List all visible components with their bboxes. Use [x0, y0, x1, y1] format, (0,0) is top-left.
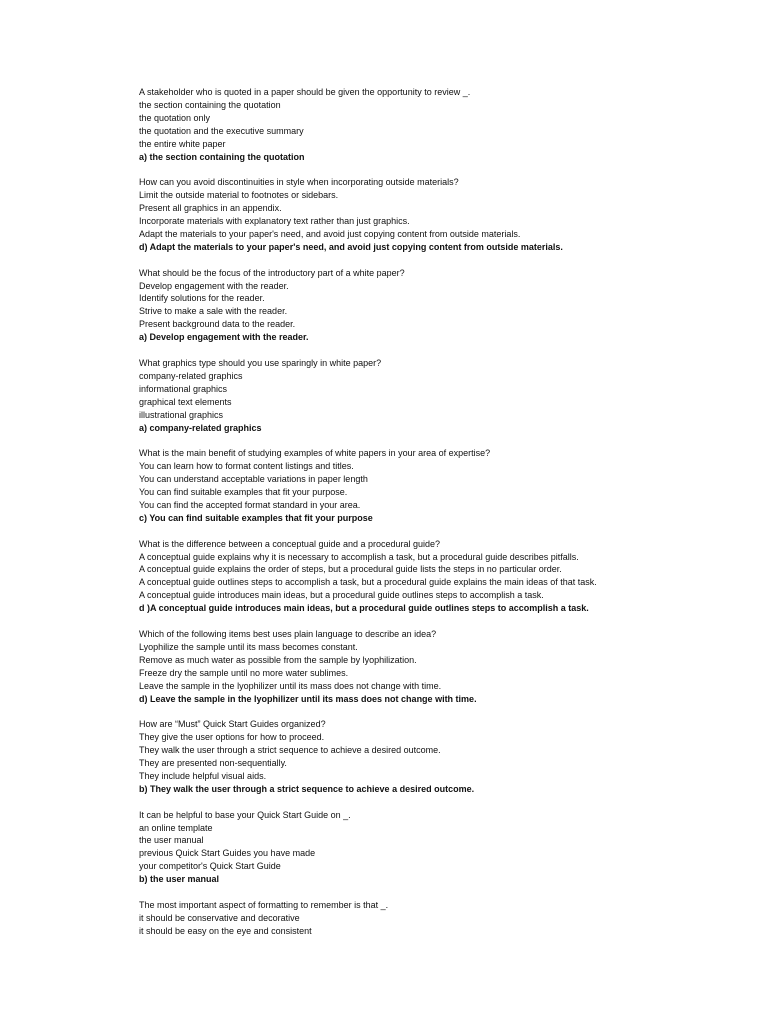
question-text: What is the main benefit of studying examples of white papers in your area of expertise?	[139, 448, 491, 459]
answer-option: Present all graphics in an appendix.	[139, 203, 282, 214]
answer-option: You can find the accepted format standard in your area.	[139, 499, 361, 510]
answer-option: Lyophilize the sample until its mass becomes constant.	[139, 641, 358, 652]
answer-option: Freeze dry the sample until no more water sublimes.	[139, 667, 349, 678]
correct-answer: a) company-related graphics	[139, 422, 262, 433]
answer-option: the entire white paper	[139, 138, 226, 149]
question-text: What is the difference between a conceptual guide and a procedural guide?	[139, 538, 441, 549]
question-text: The most important aspect of formatting to remember is that _.	[139, 899, 389, 910]
question-block	[139, 628, 739, 705]
answer-option: illustrational graphics	[139, 409, 224, 420]
answer-option: A conceptual guide introduces main ideas, but a procedural guide outlines steps to accomplish a task.	[139, 590, 544, 601]
answer-option: They include helpful visual aids.	[139, 770, 267, 781]
question-text: How can you avoid discontinuities in style when incorporating outside materials?	[139, 177, 459, 188]
correct-answer: a) the section containing the quotation	[139, 151, 305, 162]
answer-option: Limit the outside material to footnotes or sidebars.	[139, 190, 339, 201]
question-block	[139, 357, 739, 434]
answer-option: informational graphics	[139, 383, 228, 394]
answer-option: You can find suitable examples that fit your purpose.	[139, 487, 348, 498]
question-block	[139, 267, 739, 344]
question-block	[139, 176, 739, 253]
answer-option: Adapt the materials to your paper's need, and avoid just copying content from outside materials.	[139, 228, 521, 239]
answer-option: Strive to make a sale with the reader.	[139, 306, 288, 317]
answer-option: Identify solutions for the reader.	[139, 293, 265, 304]
answer-option: Incorporate materials with explanatory text rather than just graphics.	[139, 216, 410, 227]
question-text: A stakeholder who is quoted in a paper should be given the opportunity to review _.	[139, 87, 471, 97]
answer-option: graphical text elements	[139, 396, 232, 407]
answer-option: previous Quick Start Guides you have made	[139, 848, 316, 859]
answer-option: Develop engagement with the reader.	[139, 280, 289, 291]
question-text: Which of the following items best uses plain language to describe an idea?	[139, 628, 437, 639]
correct-answer: d) Adapt the materials to your paper's need, and avoid just copying content from outside materials.	[139, 241, 563, 252]
question-block	[139, 809, 739, 886]
answer-option: You can understand acceptable variations in paper length	[139, 474, 368, 485]
question-text: It can be helpful to base your Quick Start Guide on _.	[139, 809, 351, 820]
question-block	[139, 447, 739, 524]
answer-option: Leave the sample in the lyophilizer until its mass does not change with time.	[139, 680, 442, 691]
answer-option: Remove as much water as possible from the sample by lyophilization.	[139, 654, 417, 665]
answer-option: A conceptual guide explains why it is necessary to accomplish a task, but a procedural guide describes pitfalls.	[139, 551, 579, 562]
answer-option: the user manual	[139, 835, 204, 846]
answer-option: They are presented non-sequentially.	[139, 758, 287, 769]
answer-option: A conceptual guide outlines steps to accomplish a task, but a procedural guide explains the main ideas of that task.	[139, 577, 597, 588]
answer-option: the quotation and the executive summary	[139, 125, 304, 136]
answer-option: an online template	[139, 822, 213, 833]
answer-option: Present background data to the reader.	[139, 319, 296, 330]
answer-option: You can learn how to format content listings and titles.	[139, 461, 354, 472]
correct-answer: c) You can find suitable examples that fit your purpose	[139, 512, 373, 523]
answer-option: it should be easy on the eye and consistent	[139, 925, 312, 936]
question-block	[139, 718, 739, 795]
correct-answer: d )A conceptual guide introduces main ideas, but a procedural guide outlines steps to accomplish a task.	[139, 603, 589, 614]
correct-answer: b) the user manual	[139, 874, 220, 885]
question-text: What graphics type should you use sparingly in white paper?	[139, 357, 382, 368]
answer-option: They give the user options for how to proceed.	[139, 732, 325, 743]
question-block	[139, 86, 739, 163]
question-block	[139, 538, 739, 615]
question-text: How are “Must” Quick Start Guides organized?	[139, 719, 326, 730]
answer-option: it should be conservative and decorative	[139, 912, 300, 923]
correct-answer: b) They walk the user through a strict sequence to achieve a desired outcome.	[139, 783, 475, 794]
correct-answer: d) Leave the sample in the lyophilizer until its mass does not change with time.	[139, 693, 477, 704]
question-block	[139, 899, 739, 938]
answer-option: They walk the user through a strict sequence to achieve a desired outcome.	[139, 745, 441, 756]
answer-option: company-related graphics	[139, 370, 243, 381]
question-text: What should be the focus of the introductory part of a white paper?	[139, 267, 405, 278]
answer-option: the section containing the quotation	[139, 99, 281, 110]
answer-option: your competitor's Quick Start Guide	[139, 861, 281, 872]
correct-answer: a) Develop engagement with the reader.	[139, 332, 309, 343]
answer-option: the quotation only	[139, 112, 211, 123]
quiz-content	[139, 86, 739, 951]
answer-option: A conceptual guide explains the order of steps, but a procedural guide lists the steps in no particular order.	[139, 564, 562, 575]
